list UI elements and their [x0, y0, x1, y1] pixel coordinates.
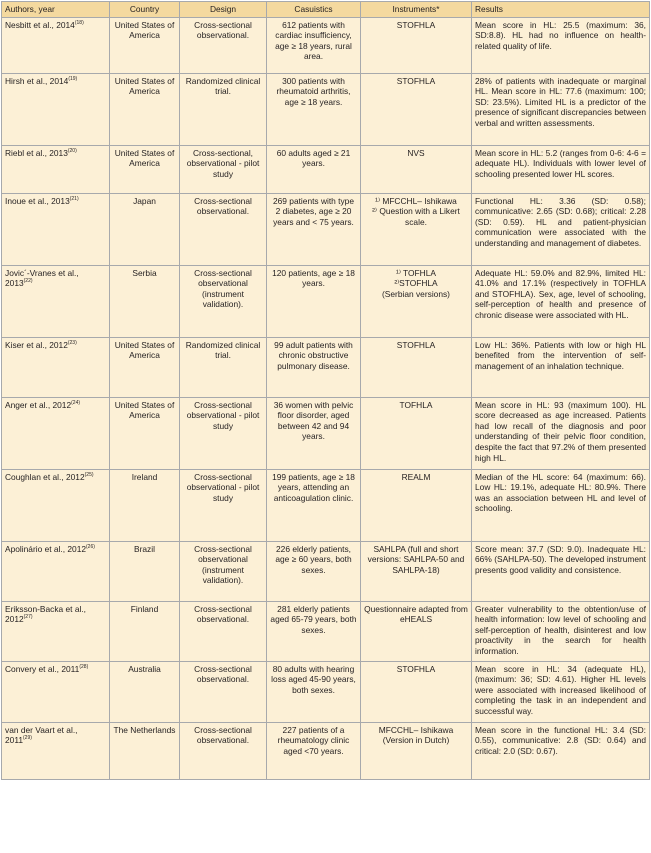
instruments-cell — [361, 145, 472, 193]
design-cell: Cross-sectional observational. — [180, 193, 267, 265]
author-year-text: Kiser et al., 2012 — [5, 339, 68, 350]
instrument-line: STOFHLA — [396, 75, 436, 86]
author-year-text: Inoue et al., 2013 — [5, 195, 70, 206]
instrument-line: SAHLPA (full and short versions: SAHLPA-50 and SAHLPA-18) — [367, 543, 465, 575]
country-cell: United States of America — [110, 73, 180, 145]
country-cell: United States of America — [110, 145, 180, 193]
country-cell: Australia — [110, 661, 180, 722]
header-results: Results — [472, 2, 650, 18]
casuistics-cell: 199 patients, age ≥ 18 years, attending an anticoagulation clinic. — [267, 469, 361, 541]
design-cell: Cross-sectional observational (instrument validation). — [180, 265, 267, 337]
casuistics-cell: 269 patients with type 2 diabetes, age ≥ 20 years and < 75 years. — [267, 193, 361, 265]
header-authors-year: Authors, year — [2, 2, 110, 18]
design-cell: Cross-sectional observational - pilot study — [180, 469, 267, 541]
instrument-line: Questionnaire adapted from eHEALS — [364, 603, 468, 625]
reference-number: (26) — [86, 543, 95, 550]
author-year-text: Apolinário et al., 2012 — [5, 543, 87, 554]
reference-number: (19) — [68, 75, 78, 82]
reference-number: (24) — [71, 399, 81, 406]
results-cell: 28% of patients with inadequate or marginal HL. Mean score in HL: 77.6 (maximum: 100; SD: 23.5%). Limited HL is a predictor of the presence of significant discrepancies between verbal and written assessments. — [472, 73, 650, 145]
country-cell: United States of America — [110, 337, 180, 397]
design-cell: Randomized clinical trial. — [180, 337, 267, 397]
instruments-cell — [361, 722, 472, 779]
design-cell: Randomized clinical trial. — [180, 73, 267, 145]
table-row — [2, 541, 650, 601]
instruments-cell — [361, 73, 472, 145]
country-cell: Japan — [110, 193, 180, 265]
reference-number: (18) — [74, 19, 84, 26]
instrument-line: MFCCHL– Ishikawa (Version in Dutch) — [378, 724, 454, 746]
country-cell: Ireland — [110, 469, 180, 541]
instrument-line: ¹⁾ MFCCHL– Ishikawa — [375, 195, 457, 206]
author-year-text: Hirsh et al., 2014 — [5, 75, 69, 86]
reference-number: (23) — [67, 339, 77, 346]
reference-number: (20) — [67, 147, 77, 154]
results-cell: Median of the HL score: 64 (maximum: 66). Low HL: 19.1%, adequate HL: 80.9%. There was an association between HL and level of schooling. — [472, 469, 650, 541]
header-row — [2, 2, 650, 18]
author-cell — [2, 541, 110, 601]
casuistics-cell: 281 elderly patients aged 65-79 years, both sexes. — [267, 601, 361, 661]
author-cell — [2, 337, 110, 397]
author-cell — [2, 145, 110, 193]
instruments-cell — [361, 193, 472, 265]
results-cell: Mean score in HL: 25.5 (maximum: 36, SD:8.8). HL had no influence on health-related quality of life. — [472, 17, 650, 73]
design-cell: Cross-sectional observational. — [180, 661, 267, 722]
casuistics-cell: 80 adults with hearing loss aged 45-90 years, both sexes. — [267, 661, 361, 722]
design-cell: Cross-sectional observational. — [180, 722, 267, 779]
header-country: Country — [110, 2, 180, 18]
reference-number: (21) — [69, 195, 79, 202]
author-cell — [2, 661, 110, 722]
results-cell: Mean score in HL: 5.2 (ranges from 0-6: 4-6 = adequate HL). Individuals with lower level of schooling presented lower HL scores. — [472, 145, 650, 193]
country-cell: Serbia — [110, 265, 180, 337]
table-row — [2, 722, 650, 779]
instruments-cell — [361, 541, 472, 601]
instrument-line: STOFHLA — [396, 339, 436, 350]
casuistics-cell: 99 adult patients with chronic obstructive pulmonary disease. — [267, 337, 361, 397]
author-year-text: Anger et al., 2012 — [5, 399, 72, 410]
header-instruments: Instruments* — [361, 2, 472, 18]
country-cell: United States of America — [110, 17, 180, 73]
author-cell — [2, 17, 110, 73]
country-cell: Finland — [110, 601, 180, 661]
author-cell — [2, 469, 110, 541]
design-cell: Cross-sectional observational. — [180, 601, 267, 661]
instrument-line: REALM — [401, 471, 431, 482]
table-row — [2, 661, 650, 722]
author-year-text: Eriksson-Backa et al., 2012 — [5, 603, 86, 625]
reference-number: (29) — [23, 735, 32, 742]
table-row — [2, 601, 650, 661]
instrument-line: TOFHLA — [399, 399, 433, 410]
country-cell: United States of America — [110, 397, 180, 469]
instrument-line: ²⁾STOFHLA — [394, 278, 438, 289]
instrument-line: STOFHLA — [396, 663, 436, 674]
author-cell — [2, 397, 110, 469]
casuistics-cell: 300 patients with rheumatoid arthritis, age ≥ 18 years. — [267, 73, 361, 145]
author-cell — [2, 601, 110, 661]
reference-number: (27) — [23, 614, 33, 621]
instruments-cell — [361, 17, 472, 73]
instruments-cell — [361, 397, 472, 469]
country-cell: Brazil — [110, 541, 180, 601]
table-row — [2, 469, 650, 541]
author-year-text: Convery et al., 2011 — [5, 663, 80, 674]
instrument-line: (Serbian versions) — [382, 288, 450, 299]
design-cell: Cross-sectional observational. — [180, 17, 267, 73]
table-row — [2, 397, 650, 469]
author-cell — [2, 193, 110, 265]
instrument-line: ²⁾ Question with a Likert scale. — [372, 206, 460, 227]
instrument-line: STOFHLA — [396, 19, 436, 30]
results-cell: Mean score in HL: 93 (maximum 100). HL score decreased as age increased. Patients had low recall of the diagnosis and poor understanding of their pelvic floor condition, despite the fact that 97.2% of them presented high HL. — [472, 397, 650, 469]
table-body — [2, 17, 650, 779]
table-header — [2, 2, 650, 18]
header-casuistics: Casuistics — [267, 2, 361, 18]
table-row — [2, 17, 650, 73]
results-cell: Greater vulnerability to the obtention/use of health information: low level of schooling and self-perception of health, disinterest and low proactivity in the search for health information. — [472, 601, 650, 661]
casuistics-cell: 36 women with pelvic floor disorder, aged between 42 and 94 years. — [267, 397, 361, 469]
reference-number: (22) — [23, 278, 33, 285]
author-year-text: Riebl et al., 2013 — [5, 147, 68, 158]
country-cell: The Netherlands — [110, 722, 180, 779]
results-cell: Functional HL: 3.36 (SD: 0.58); communicative: 2.65 (SD: 0.68); critical: 2.28 (SD: 0.59). HL and patient-physician communication were associated with the understanding and management of diabetes. — [472, 193, 650, 265]
casuistics-cell: 612 patients with cardiac insufficiency, age ≥ 18 years, rural area. — [267, 17, 361, 73]
author-cell — [2, 265, 110, 337]
author-cell — [2, 73, 110, 145]
design-cell: Cross-sectional observational - pilot study — [180, 397, 267, 469]
casuistics-cell: 120 patients, age ≥ 18 years. — [267, 265, 361, 337]
casuistics-cell: 226 elderly patients, age ≥ 60 years, both sexes. — [267, 541, 361, 601]
table-row — [2, 193, 650, 265]
results-cell: Low HL: 36%. Patients with low or high HL benefited from the intervention of self-management of an inhalation technique. — [472, 337, 650, 397]
header-design: Design — [180, 2, 267, 18]
casuistics-cell: 227 patients of a rheumatology clinic aged <70 years. — [267, 722, 361, 779]
results-cell: Mean score in HL: 34 (adequate HL), (maximum: 36; SD: 4.61). Higher HL levels were associated with increased likelihood of completing the task in an independent and successful way. — [472, 661, 650, 722]
instruments-cell — [361, 469, 472, 541]
author-year-text: Jovic´-Vranes et al., 2013 — [5, 267, 79, 289]
instruments-cell — [361, 337, 472, 397]
design-cell: Cross-sectional observational (instrument validation). — [180, 541, 267, 601]
instrument-line: NVS — [407, 147, 425, 158]
instruments-cell — [361, 601, 472, 661]
author-year-text: van der Vaart et al., 2011 — [5, 724, 78, 746]
reference-number: (28) — [79, 663, 89, 670]
instruments-cell — [361, 265, 472, 337]
reference-number: (25) — [84, 471, 94, 478]
results-cell: Adequate HL: 59.0% and 82.9%, limited HL: 41.0% and 17.1% (respectively in TOFHLA and STOFHLA). Sex, age, level of schooling, self-perception of health and presence of chronic disease were associated with HL. — [472, 265, 650, 337]
author-cell — [2, 722, 110, 779]
table-row — [2, 145, 650, 193]
author-year-text: Nesbitt et al., 2014 — [5, 19, 75, 30]
table-row — [2, 73, 650, 145]
results-cell: Score mean: 37.7 (SD: 9.0). Inadequate HL: 66% (SAHLPA-50). The developed instrument presents good validity and consistence. — [472, 541, 650, 601]
results-cell: Mean score in the functional HL: 3.4 (SD: 0.55), communicative: 2.8 (SD: 0.64) and critical: 2.0 (SD: 0.67). — [472, 722, 650, 779]
literature-review-table — [1, 1, 650, 780]
author-year-text: Coughlan et al., 2012 — [5, 471, 85, 482]
table-row — [2, 265, 650, 337]
instrument-line: ¹⁾ TOFHLA — [396, 267, 436, 278]
casuistics-cell: 60 adults aged ≥ 21 years. — [267, 145, 361, 193]
design-cell: Cross-sectional, observational - pilot study — [180, 145, 267, 193]
instruments-cell — [361, 661, 472, 722]
table-row — [2, 337, 650, 397]
